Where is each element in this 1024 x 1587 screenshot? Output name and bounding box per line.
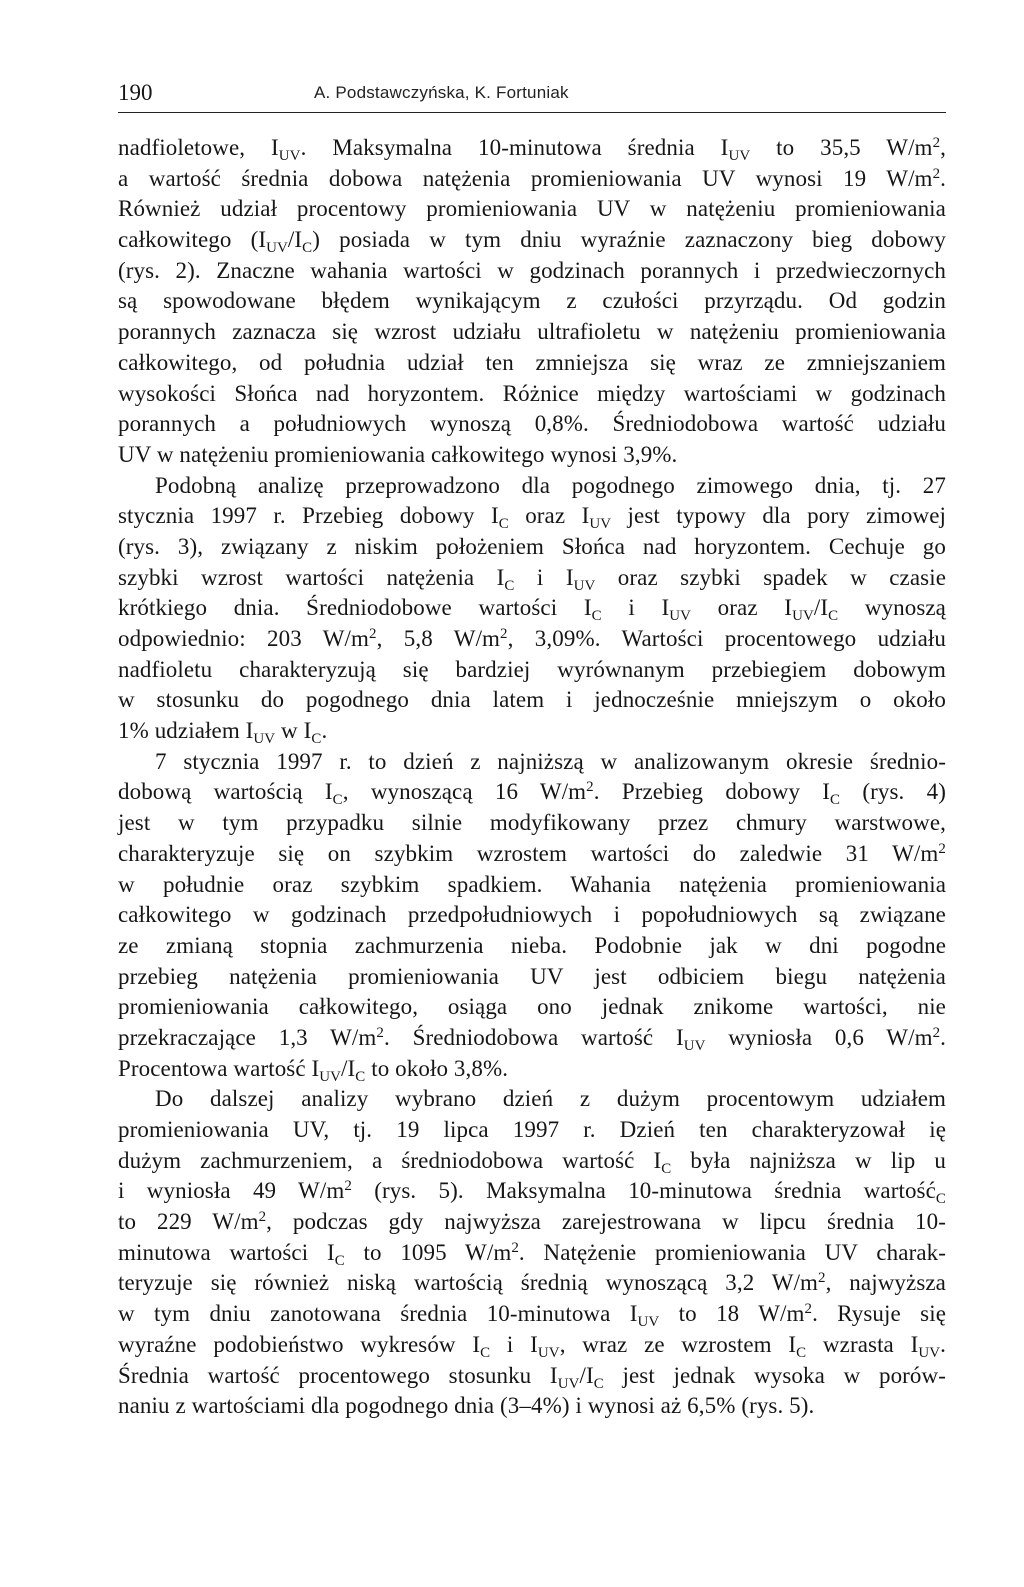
superscript: 2: [511, 1239, 519, 1256]
text-line: nadfioletu charakteryzują się bardziej wyrównanym przebiegiem dobowym: [118, 656, 946, 682]
text-line: a wartość średnia dobowa natężenia promieniowania UV wynosi 19 $W/m^2$.: [118, 165, 946, 191]
text-line: w południe oraz szybkim spadkiem. Wahania natężenia promieniowania: [118, 871, 946, 897]
superscript: 2: [932, 134, 941, 151]
page-header: [118, 78, 946, 113]
text-line: stycznia 1997 r. Przebieg dobowy $I_C$ oraz $I_{UV}$ jest typowy dla pory zimowej: [118, 503, 947, 533]
superscript: 2: [344, 1178, 352, 1195]
body-text: [118, 133, 946, 1422]
subscript: C: [334, 1252, 345, 1269]
text-line: Podobną analizę przeprowadzono dla pogodnego zimowego dnia, tj. 27: [155, 472, 946, 498]
subscript: C: [830, 792, 841, 809]
subscript: UV: [537, 1345, 560, 1362]
subscript: C: [504, 577, 515, 594]
text-line: promieniowania całkowitego, osiąga ono jednak znikome wartości, nie: [118, 994, 946, 1020]
subscript: C: [796, 1345, 807, 1362]
text-line: porannych a południowych wynoszą 0,8%. Średniodobowa wartość udziału: [118, 411, 946, 437]
subscript: UV: [918, 1345, 941, 1362]
subscript: C: [302, 240, 313, 257]
text-line: całkowitego, od południa udział ten zmniejsza się wraz ze zmniejszaniem: [118, 349, 946, 375]
text-line: UV w natężeniu promieniowania całkowitego wynosi 3,9%.: [118, 441, 678, 467]
subscript: UV: [637, 1314, 660, 1331]
text-line: są spowodowane błędem wynikającym z czułości przyrządu. Od godzin: [118, 288, 946, 314]
text-line: przekraczające 1,3 $W/m^2$. Średniodobowa wartość $I_{UV}$ wyniosła 0,6 $W/m^2$.: [118, 1024, 947, 1055]
superscript: 2: [932, 165, 941, 182]
text-line: Do dalszej analizy wybrano dzień z dużym procentowym udziałem: [155, 1086, 946, 1112]
text-line: przebieg natężenia promieniowania UV jest odbiciem biegu natężenia: [118, 963, 946, 989]
text-line: krótkiego dnia. Średniodobowe wartości $I_C$ i $I_{UV}$ oraz $I_{UV}/I_C$ wynoszą: [118, 595, 946, 625]
subscript: UV: [266, 240, 288, 257]
text-line: (rys. 2). Znaczne wahania wartości w godzinach porannych i przedwieczornych: [118, 257, 946, 283]
text-line: charakteryzuje się on szybkim wzrostem wartości do zaledwie 31 $W/m^2$: [118, 840, 946, 866]
subscript: C: [591, 608, 602, 625]
text-line: odpowiednio: 203 $W/m^2$, 5,8 $W/m^2$, 3,09%. Wartości procentowego udziału: [118, 625, 946, 651]
subscript: C: [355, 1068, 366, 1085]
text-line: całkowitego w godzinach przedpołudniowych i popołudniowych są związane: [118, 902, 946, 928]
text-line: całkowitego $(I_{UV}/I_C)$ posiada w tym dniu wyraźnie zaznaczony bieg dobowy: [118, 227, 946, 257]
subscript: C: [661, 1160, 672, 1177]
superscript: 2: [818, 1270, 826, 1287]
text-line: dużym zachmurzeniem, a średniodobowa wartość $I_C$ była najniższa w lip u: [118, 1147, 947, 1177]
subscript: UV: [792, 608, 814, 625]
subscript: C: [593, 1375, 604, 1392]
subscript: UV: [669, 608, 692, 625]
text-line: to 229 $W/m^2$, podczas gdy najwyższa zarejestrowana w lipcu średnia 10-: [118, 1208, 946, 1235]
subscript: C: [480, 1345, 491, 1362]
superscript: 2: [369, 625, 377, 642]
superscript: 2: [938, 840, 946, 857]
subscript: UV: [319, 1068, 342, 1085]
text-line: teryzuje się również niską wartością średnią wynoszącą 3,2 $W/m^2$, najwyższa: [118, 1270, 946, 1296]
text-line: minutowa wartości $I_C$ to 1095 $W/m^2$. Natężenie promieniowania UV charak-: [118, 1239, 947, 1269]
subscript: UV: [557, 1375, 580, 1392]
text-line: Średnia wartość procentowego stosunku $I_{UV}/I_C$ jest jednak wysoka w porów-: [118, 1362, 947, 1392]
text-line: naniu z wartościami dla pogodnego dnia (3–4%) i wynosi aż 6,5% (rys. 5).: [118, 1393, 815, 1419]
text-line: promieniowania UV, tj. 19 lipca 1997 r. Dzień ten charakteryzował ię: [118, 1117, 946, 1142]
text-line: w tym dniu zanotowana średnia 10-minutowa $I_{UV}$ to 18 $W/m^2$. Rysuje się: [118, 1300, 947, 1331]
subscript: C: [311, 731, 322, 748]
subscript: UV: [278, 148, 301, 165]
text-line: wyraźne podobieństwo wykresów $I_C$ i $I_{UV}$, wraz ze wzrostem $I_C$ wzrasta $I_{UV}$.: [118, 1331, 946, 1362]
text-line: porannych zaznacza się wzrost udziału ultrafioletu w natężeniu promieniowania: [118, 319, 946, 345]
subscript: UV: [589, 516, 612, 533]
superscript: 2: [586, 779, 594, 796]
superscript: 2: [376, 1024, 384, 1041]
text-line: nadfioletowe, $I_{UV}$. Maksymalna 10-minutowa średnia $I_{UV}$ to 35,5 $W/m^2$,: [118, 134, 946, 165]
superscript: 2: [804, 1300, 813, 1317]
subscript: UV: [253, 731, 276, 748]
text-line: szybki wzrost wartości natężenia $I_C$ i $I_{UV}$ oraz szybki spadek w czasie: [118, 564, 946, 594]
superscript: 2: [932, 1024, 941, 1041]
superscript: 2: [500, 625, 508, 642]
text-line: wysokości Słońca nad horyzontem. Różnice między wartościami w godzinach: [118, 380, 946, 406]
text-line: Procentowa wartość $I_{UV}/I_C$ to około 3,8%.: [118, 1055, 509, 1085]
subscript: UV: [728, 148, 751, 165]
subscript: C: [935, 1191, 946, 1208]
subscript: UV: [683, 1038, 706, 1055]
text-line: ze zmianą stopnia zachmurzenia nieba. Podobnie jak w dni pogodne: [118, 932, 946, 958]
text-line: w stosunku do pogodnego dnia latem i jednocześnie mniejszym o około: [118, 687, 946, 713]
subscript: C: [498, 516, 509, 533]
text-line: 1% udziałem $I_{UV}$ w $I_C$.: [118, 718, 328, 748]
text-line: dobową wartością $I_C$, wynoszącą 16 $W/m^2$. Przebieg dobowy $I_C$ (rys. 4): [118, 779, 946, 809]
subscript: C: [828, 608, 839, 625]
page-number: 190: [118, 80, 153, 105]
text-line: 7 stycznia 1997 r. to dzień z najniższą w analizowanym okresie średnio-: [155, 748, 946, 774]
superscript: 2: [258, 1208, 267, 1225]
subscript: UV: [573, 577, 596, 594]
text-line: (rys. 3), związany z niskim położeniem Słońca nad horyzontem. Cechuje go: [118, 533, 946, 559]
text-line: i wyniosła 49 $W/m^2$ (rys. 5). Maksymalna 10-minutowa średnia wartość$_C$: [118, 1178, 946, 1208]
subscript: C: [332, 792, 343, 809]
text-line: jest w tym przypadku silnie modyfikowany przez chmury warstwowe,: [118, 810, 946, 836]
running-head-authors: A. Podstawczyńska, K. Fortuniak: [314, 83, 569, 102]
text-line: Również udział procentowy promieniowania UV w natężeniu promieniowania: [118, 196, 946, 222]
